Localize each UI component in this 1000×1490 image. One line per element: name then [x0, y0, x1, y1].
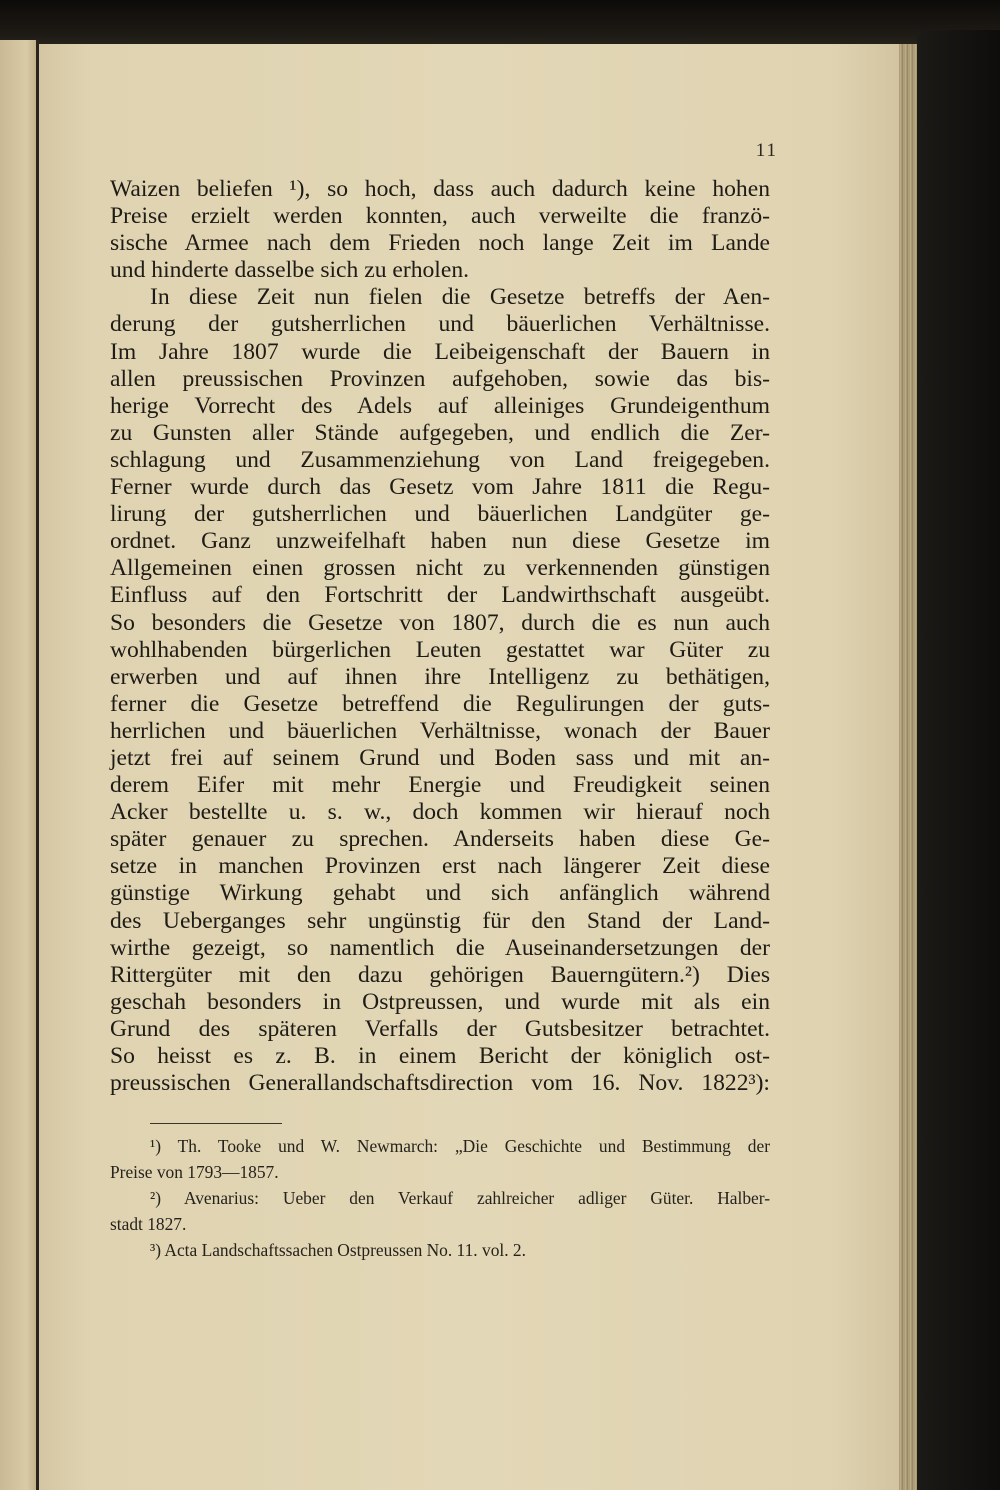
text-line: setze in manchen Provinzen erst nach längerer Zeit diese: [110, 853, 770, 880]
text-line: des Ueberganges sehr ungünstig für den Stand der Land-: [110, 907, 770, 934]
top-shadow: [0, 0, 1000, 50]
text-line: geschah besonders in Ostpreussen, und wurde mit als ein: [110, 988, 770, 1015]
footnote-line: Preise von 1793—1857.: [110, 1162, 279, 1182]
text-line: schlagung und Zusammenziehung von Land freigegeben.: [110, 446, 770, 473]
text-line: Acker bestellte u. s. w., doch kommen wir hierauf noch: [110, 799, 770, 826]
footnote-line: ³) Acta Landschaftssachen Ostpreussen No. 11. vol. 2.: [150, 1240, 526, 1260]
text-line: und hinderte dasselbe sich zu erholen.: [110, 257, 470, 284]
text-line: herige Vorrecht des Adels auf alleiniges Grundeigenthum: [110, 392, 770, 419]
footnote-line: ¹) Th. Tooke und W. Newmarch: „Die Geschichte und Bestimmung der: [150, 1136, 770, 1156]
footnote-rule: [150, 1123, 282, 1124]
text-line: preussischen Generallandschaftsdirection vom 16. Nov. 1822³):: [110, 1070, 770, 1097]
page-edges: [899, 44, 917, 1490]
text-line: zu Gunsten aller Stände aufgegeben, und endlich die Zer-: [110, 419, 770, 446]
text-line: sische Armee nach dem Frieden noch lange Zeit im Lande: [110, 230, 770, 257]
footnotes: [110, 1133, 770, 1263]
text-line: Preise erzielt werden konnten, auch verweilte die franzö-: [110, 203, 770, 230]
text-line: derem Eifer mit mehr Energie und Freudigkeit seinen: [110, 772, 770, 799]
text-line: Allgemeinen einen grossen nicht zu verkennenden günstigen: [110, 555, 770, 582]
text-line: So besonders die Gesetze von 1807, durch die es nun auch: [110, 609, 770, 636]
text-line: herrlichen und bäuerlichen Verhältnisse, wonach der Bauer: [110, 717, 770, 744]
text-line: ordnet. Ganz unzweifelhaft haben nun diese Gesetze im: [110, 528, 770, 555]
text-line: Im Jahre 1807 wurde die Leibeigenschaft der Bauern in: [110, 338, 770, 365]
book-cover-edge: [917, 30, 1000, 1490]
text-line: allen preussischen Provinzen aufgehoben, sowie das bis-: [110, 365, 770, 392]
text-line: Grund des späteren Verfalls der Gutsbesitzer betrachtet.: [110, 1015, 770, 1042]
text-line: Rittergüter mit den dazu gehörigen Bauerngütern.²) Dies: [110, 961, 770, 988]
page-number: 11: [755, 140, 778, 161]
left-page-sliver: [0, 40, 38, 1490]
text-line: lirung der gutsherrlichen und bäuerlichen Landgüter ge-: [110, 501, 770, 528]
text-line: Ferner wurde durch das Gesetz vom Jahre 1811 die Regu-: [110, 474, 770, 501]
text-line: günstige Wirkung gehabt und sich anfänglich während: [110, 880, 770, 907]
text-line: ferner die Gesetze betreffend die Regulirungen der guts-: [110, 690, 770, 717]
text-line: erwerben und auf ihnen ihre Intelligenz zu bethätigen,: [110, 663, 770, 690]
text-line: später genauer zu sprechen. Anderseits haben diese Ge-: [110, 826, 770, 853]
text-line: In diese Zeit nun fielen die Gesetze betreffs der Aen-: [150, 284, 770, 311]
text-line: wohlhabenden bürgerlichen Leuten gestattet war Güter zu: [110, 636, 770, 663]
text-line: wirthe gezeigt, so namentlich die Auseinandersetzungen der: [110, 934, 770, 961]
body-text: [110, 176, 770, 1097]
text-line: Einfluss auf den Fortschritt der Landwirthschaft ausgeübt.: [110, 582, 770, 609]
text-line: Waizen beliefen ¹), so hoch, dass auch dadurch keine hohen: [110, 176, 770, 202]
footnote-line: stadt 1827.: [110, 1214, 187, 1234]
text-line: So heisst es z. B. in einem Bericht der königlich ost-: [110, 1043, 770, 1069]
text-line: jetzt frei auf seinem Grund und Boden sass und mit an-: [110, 744, 770, 771]
footnote-line: ²) Avenarius: Ueber den Verkauf zahlreicher adliger Güter. Halber-: [150, 1188, 770, 1208]
text-line: derung der gutsherrlichen und bäuerlichen Verhältnisse.: [110, 311, 770, 338]
